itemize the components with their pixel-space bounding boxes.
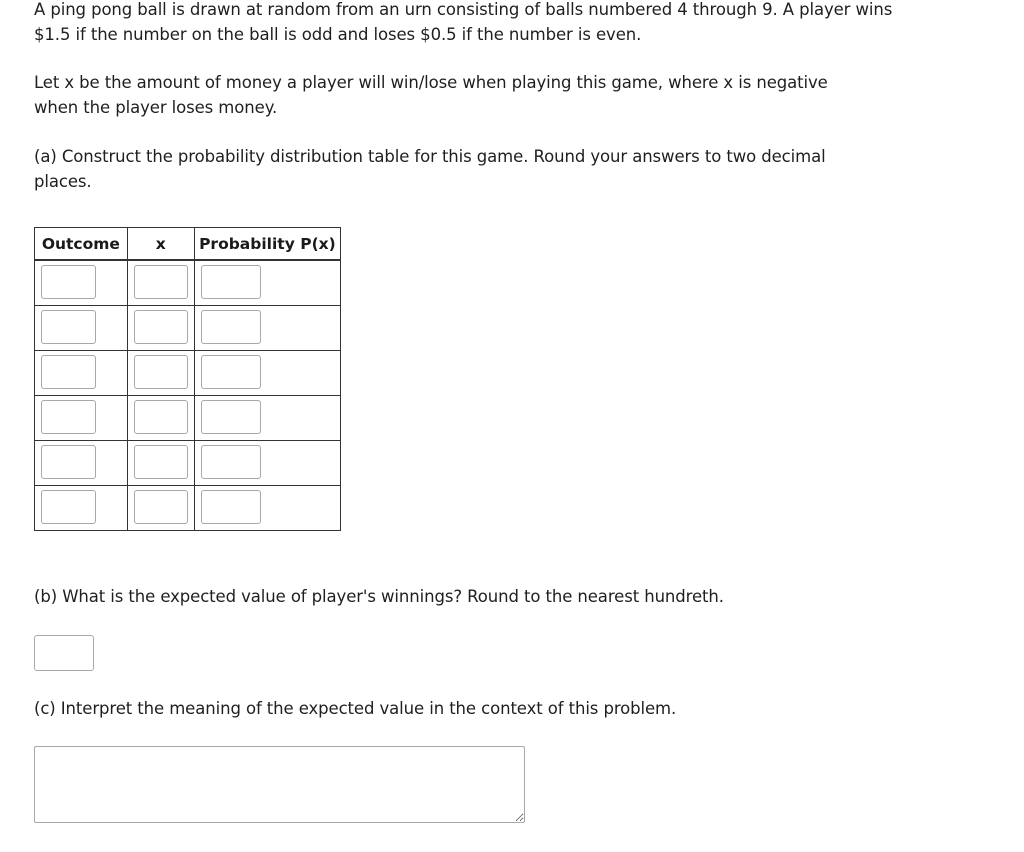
probability-cell [194, 351, 340, 396]
probability-distribution-table [34, 227, 341, 531]
outcome-input[interactable] [41, 310, 96, 344]
probability-input[interactable] [201, 265, 261, 299]
table-header-row [35, 228, 341, 261]
outcome-input[interactable] [41, 355, 96, 389]
x-input[interactable] [134, 355, 188, 389]
probability-cell [194, 441, 340, 486]
question-part-c: (c) Interpret the meaning of the expected value in the context of this problem. [34, 699, 677, 718]
probability-input[interactable] [201, 445, 261, 479]
question-define-x: Let x be the amount of money a player will win/lose when playing this game, where x is negative when the player loses money. [34, 73, 828, 117]
interpretation-textarea[interactable] [34, 746, 525, 823]
outcome-input[interactable] [41, 445, 96, 479]
probability-input[interactable] [201, 355, 261, 389]
x-cell [127, 351, 194, 396]
probability-input[interactable] [201, 490, 261, 524]
outcome-cell [35, 441, 128, 486]
question-intro: A ping pong ball is drawn at random from an urn consisting of balls numbered 4 through 9. A player wins $1.5 if the number on the ball is odd and loses $0.5 if the number is even. [34, 0, 893, 44]
x-cell [127, 441, 194, 486]
probability-input[interactable] [201, 400, 261, 434]
outcome-cell [35, 306, 128, 351]
x-cell [127, 486, 194, 531]
expected-value-input[interactable] [34, 635, 94, 671]
x-cell [127, 396, 194, 441]
x-input[interactable] [134, 490, 188, 524]
table-row [35, 486, 341, 531]
question-part-b: (b) What is the expected value of player's winnings? Round to the nearest hundreth. [34, 587, 724, 606]
outcome-cell [35, 486, 128, 531]
table-row [35, 396, 341, 441]
x-input[interactable] [134, 310, 188, 344]
x-cell [127, 306, 194, 351]
probability-cell [194, 260, 340, 306]
probability-input[interactable] [201, 310, 261, 344]
outcome-cell [35, 260, 128, 306]
probability-cell [194, 306, 340, 351]
header-x: x [127, 228, 194, 261]
table-row [35, 306, 341, 351]
outcome-cell [35, 396, 128, 441]
table-row [35, 441, 341, 486]
outcome-input[interactable] [41, 265, 96, 299]
x-cell [127, 260, 194, 306]
probability-cell [194, 396, 340, 441]
x-input[interactable] [134, 400, 188, 434]
probability-cell [194, 486, 340, 531]
question-part-a: (a) Construct the probability distribution table for this game. Round your answers to two decimal places. [34, 147, 826, 191]
x-input[interactable] [134, 445, 188, 479]
table-row [35, 260, 341, 306]
header-probability: Probability P(x) [194, 228, 340, 261]
outcome-cell [35, 351, 128, 396]
table-row [35, 351, 341, 396]
x-input[interactable] [134, 265, 188, 299]
outcome-input[interactable] [41, 490, 96, 524]
outcome-input[interactable] [41, 400, 96, 434]
header-outcome: Outcome [35, 228, 128, 261]
